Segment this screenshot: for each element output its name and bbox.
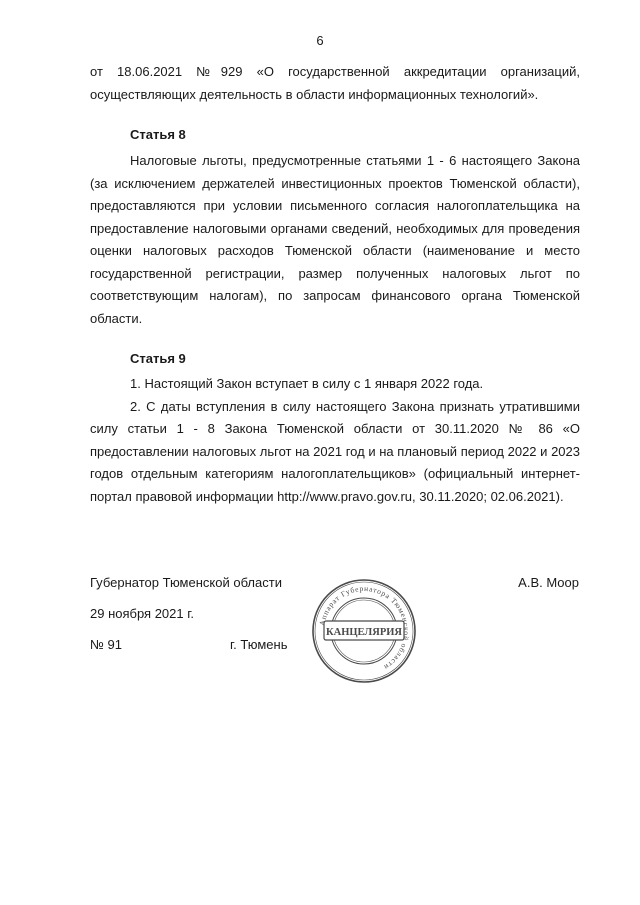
article-9-paragraph-2: 2. С даты вступления в силу настоящего Закона признать утратившими силу статьи 1 - 8 Закона Тюменской области от 30.11.2020 № 86 «О предоставлении налоговых льгот на 2021 год и на плановый период 2022 и 2023 годов отдельным категориям налогоплательщиков» (официальный интернет-портал правовой информации http://www.pravo.gov.ru, 30.11.2020; 02.06.2021). [90, 398, 580, 504]
signature-date: 29 ноября 2021 г. [90, 606, 194, 621]
seal-center-text: КАНЦЕЛЯРИЯ [326, 627, 402, 638]
signature-position: Губернатор Тюменской области [90, 575, 282, 590]
article-8-body [90, 150, 580, 330]
intro-text: от 18.06.2021 №929 «О государственной аккредитации организаций, осуществляющих деятельность в области информационных технологий». [90, 64, 580, 102]
article-8-heading: Статья 8 [130, 127, 186, 142]
signature-name: А.В. Моор [518, 575, 579, 590]
page-number: 6 [316, 33, 324, 48]
signature-city: г. Тюмень [230, 637, 288, 652]
seal-ring-text: Аппарат Губернатора Тюменской области [317, 583, 412, 673]
document-number: № 91 [90, 637, 123, 652]
intro-paragraph [90, 61, 580, 106]
article-9-body [90, 373, 580, 508]
article-9-paragraph-1: 1. Настоящий Закон вступает в силу с 1 января 2022 года. [130, 376, 484, 391]
article-8-paragraph: Налоговые льготы, предусмотренные статьями 1 - 6 настоящего Закона (за исключением держателей инвестиционных проектов Тюменской области), предоставляются при условии письменного согласия налогоплательщика на предоставление налоговыми органами сведений, необходимых для проведения оценки налоговых расходов Тюменской области (наименование и место государственной регистрации, размер полученных налоговых льгот по соответствующим налогам), по запросам финансового органа Тюменской области. [90, 153, 580, 326]
article-9-heading: Статья 9 [130, 351, 186, 366]
official-seal [311, 578, 417, 684]
